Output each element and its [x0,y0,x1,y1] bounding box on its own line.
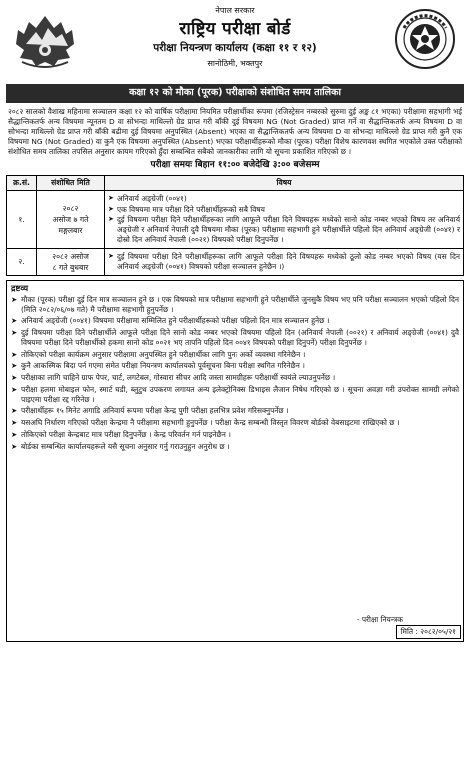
board-name: राष्ट्रिय परीक्षा बोर्ड [179,18,291,39]
nepal-emblem-icon [14,10,76,70]
row-date [37,190,105,248]
letterhead [6,6,464,82]
subject-text: दुई विषयमा परीक्षा दिने परीक्षार्थीहरूका लागि आफूले परीक्षा दिने विषयहरू मध्येको ठूलो कोड नम्बर भएको विषय (यस दिन अनिवार्य अङ्ग्रेजी (००४१) विषयको परीक्षा सञ्चालन हुनेछैन ।) [117,251,460,271]
date-line: ८ गते बुधबार [52,262,89,272]
note-text: यसअघि निर्धारण गरिएको परीक्षा केन्द्रमा नै परीक्षामा सहभागी हुनुपर्नेछ । परीक्षा केन्द्र सम्बन्धी विस्तृत विवरण बोर्डको वेबसाइटमा राखिएको छ । [21,418,400,428]
arrow-bullet-icon: ➤ [11,429,18,439]
arrow-bullet-icon: ➤ [11,418,18,428]
office-name: परीक्षा नियन्त्रण कार्यालय (कक्षा ११ र १२) [153,41,317,54]
notice-title-banner: कक्षा १२ को मौका (पूरक) परीक्षाको संशोधित समय तालिका [6,84,464,103]
row-date [37,248,105,275]
note-text: तोकिएको परीक्षा कार्यक्रम अनुसार परीक्षामा अनुपस्थित हुने परीक्षार्थीका लागि पुनः अर्को व्यवस्था गरिनेछैन । [21,349,306,359]
government-name: नेपाल सरकार [215,6,255,15]
date-line: असोज ७ गते [52,214,89,224]
row-serial: १. [7,190,37,248]
note-text: कुनै आकस्मिक बिदा पर्न गएमा समेत परीक्षा नियन्त्रण कार्यालयको पूर्वसूचना बिना परीक्षा स्थगित गरिनेछैन । [21,361,305,371]
note-text: परीक्षार्थीहरू १५ मिनेट अगाडि अनिवार्य रूपमा परीक्षा केन्द्र पुगी परीक्षा हलभित्र प्रवेश गरिसक्नुपर्नेछ । [21,406,289,416]
signatory: - परीक्षा नियन्त्रक [356,614,403,624]
header-serial: क्र.सं. [7,175,37,190]
arrow-bullet-icon: ➤ [11,406,18,416]
schedule-table [6,175,464,276]
arrow-bullet-icon: ➤ [11,328,18,338]
arrow-bullet-icon: ➤ [11,361,18,371]
arrow-bullet-icon: ➤ [108,215,114,224]
row-serial: २. [7,248,37,275]
arrow-bullet-icon: ➤ [11,373,18,383]
note-text: परीक्षा हलमा मोबाइल फोन, स्मार्ट घडी, ब्लुटुथ उपकरण लगायत अन्य इलेक्ट्रोनिक्स डिभाइस लैजान निषेध गरिएको छ । सूचना अवज्ञा गरी उपरोक्त सामग्री लगेको पाइएमा परीक्षा रद्द गरिनेछ । [21,384,459,404]
intro-paragraph: २०८२ सालको वैशाख महिनामा सञ्चालन कक्षा १२ को वार्षिक परीक्षामा नियमित परीक्षार्थीका रूपमा (रजिस्ट्रेसन नम्बरको सुरुमा दुई अङ्क ८१ भएका) परीक्षामा सहभागी भई सैद्धान्तिकतर्फ अन्य विषयमा न्यूनतम D वा सोभन्दा माथिल्लो ग्रेड प्राप्त गरी बाँकी दुई विषयमा NG (Not Graded) प्राप्त गर्ने वा सैद्धान्तिकतर्फ अन्य विषयमा D वा सोभन्दा माथिल्लो ग्रेड प्राप्त गरी बाँकी बढीमा दुई विषयमा अनुपस्थित (Absent) भएका वा सैद्धान्तिकतर्फ अन्य विषयमा D वा सोभन्दा माथिल्लो ग्रेड प्राप्त गरी कुनै एक विषयमा NG (Not Graded) वा कुनै एक विषयमा अनुपस्थित (Absent) भएका परीक्षार्थीहरूको मौका (पूरक) परीक्षा विशेष कारणवश स्थगित भएकोले उक्त परीक्षाको संशोधित समय तालिका तपसिल अनुसार कायम गरिएको हुँदा सम्बन्धित सबैको जानकारीका लागि यो सूचना प्रकाशित गरिएको छ । [8,106,462,156]
exam-time: परीक्षा समयः बिहान ११:०० बजेदेखि ३:०० बजेसम्म [150,159,320,170]
note-item [11,406,459,416]
schedule-header-row [7,175,464,190]
header-revised-date: संशोधित मिति [37,175,105,190]
note-text: तोकिएको परीक्षा केन्द्रबाट मात्र परीक्षा दिनुपर्नेछ । केन्द्र परिवर्तन गर्न पाइनेछैन । [21,429,231,439]
note-item [11,350,459,360]
arrow-bullet-icon: ➤ [11,349,18,359]
note-item [11,442,459,452]
notes-box [6,280,464,642]
date-line: मङ्गलबार [58,225,83,235]
header-subject: विषय [105,175,464,190]
note-item [11,418,459,428]
note-item [11,316,459,326]
note-text: दुई विषयमा परीक्षा दिने परीक्षार्थीले आफूले परीक्षा दिने सानो कोड नम्बर भएको विषयमा पहिलो दिन (अनिवार्य नेपाली (००२१) र अनिवार्य अङ्ग्रेजी (००४१) दुवै विषयमा परीक्षा दिने परीक्षार्थीको हकमा सानो कोड ००२१ भए तापनि पहिलो दिन ००४१ विषयको परीक्षा दिनुपर्ने) परीक्षा दिनुपर्नेछ । [21,328,459,347]
table-row [7,190,464,248]
table-row [7,248,464,275]
note-text: परीक्षाका लागि चाहिने ग्राफ पेपर, चार्ट, लगटेबल, गोस्वारा सीचर आदि जस्ता सामग्रीहरू परीक्षार्थी स्वयंले ल्याउनुपर्नेछ । [21,373,336,383]
row-subjects [105,248,464,275]
notes-title: द्रष्टव्य [11,282,29,293]
arrow-bullet-icon: ➤ [108,251,114,260]
subject-item [108,252,460,272]
arrow-bullet-icon: ➤ [11,316,18,326]
note-item [11,328,459,348]
date-line: २०८२ असोज [52,251,89,261]
subject-text: एक विषयमा मात्र परीक्षा दिने परीक्षार्थीहरूको सबै विषय [117,204,265,214]
arrow-bullet-icon: ➤ [11,384,18,394]
note-item [11,295,459,315]
subject-item [108,215,460,244]
note-text: मौका (पूरक) परीक्षा दुई दिन मात्र सञ्चालन हुने छ । एक विषयको मात्र परीक्षामा सहभागी हुने परीक्षार्थीले जुनसुकै विषय भए पनि परीक्षा सञ्चालन भएको पहिलो दिन (मिति २०८२/०६/०७ गते) मै परीक्षामा सहभागी हुनुपर्नेछ । [21,294,459,314]
board-seal-icon [394,8,456,70]
note-item [11,361,459,371]
note-item [11,385,459,405]
subject-item [108,205,460,215]
note-item [11,430,459,440]
row-subjects [105,190,464,248]
arrow-bullet-icon: ➤ [11,441,18,451]
arrow-bullet-icon: ➤ [108,193,114,202]
note-item [11,373,459,383]
notice-date: मिति : २०८२/०५/२१ [396,625,461,639]
arrow-bullet-icon: ➤ [11,294,18,304]
date-line: २०८२ [62,203,79,213]
office-address: सानोठिमी, भक्तपुर [207,58,263,68]
subject-text: दुई विषयमा परीक्षा दिने परीक्षार्थीहरूका लागि आफूले परीक्षा दिने विषयहरू मध्येको सानो कोड नम्बर भएको विषय तर अनिवार्य अङ्ग्रेजी र अनिवार्य नेपाली दुवै विषयमा मौका (पूरक) परीक्षामा सहभागी हुने परीक्षार्थीले पहिलो दिन अनिवार्य अङ्ग्रेजी (००४१) र दोस्रो दिन अनिवार्य नेपाली (००२१) विषयको परीक्षा दिनुपर्नेछ । [117,215,460,244]
note-text: अनिवार्य अङ्ग्रेजी (००४१) विषयमा परीक्षामा सम्मिलित हुने परीक्षार्थीहरूको परीक्षा पहिलो दिन मात्र सञ्चालन हुनेछ । [21,316,330,326]
subject-item [108,194,460,204]
note-text: बोर्डका सम्बन्धित कार्यालयहरूले यसै सूचना अनुसार गर्नु गराउनुहुन अनुरोध छ । [21,441,230,451]
subject-text: अनिवार्य अङ्ग्रेजी (००४१) [117,193,187,203]
arrow-bullet-icon: ➤ [108,204,114,213]
